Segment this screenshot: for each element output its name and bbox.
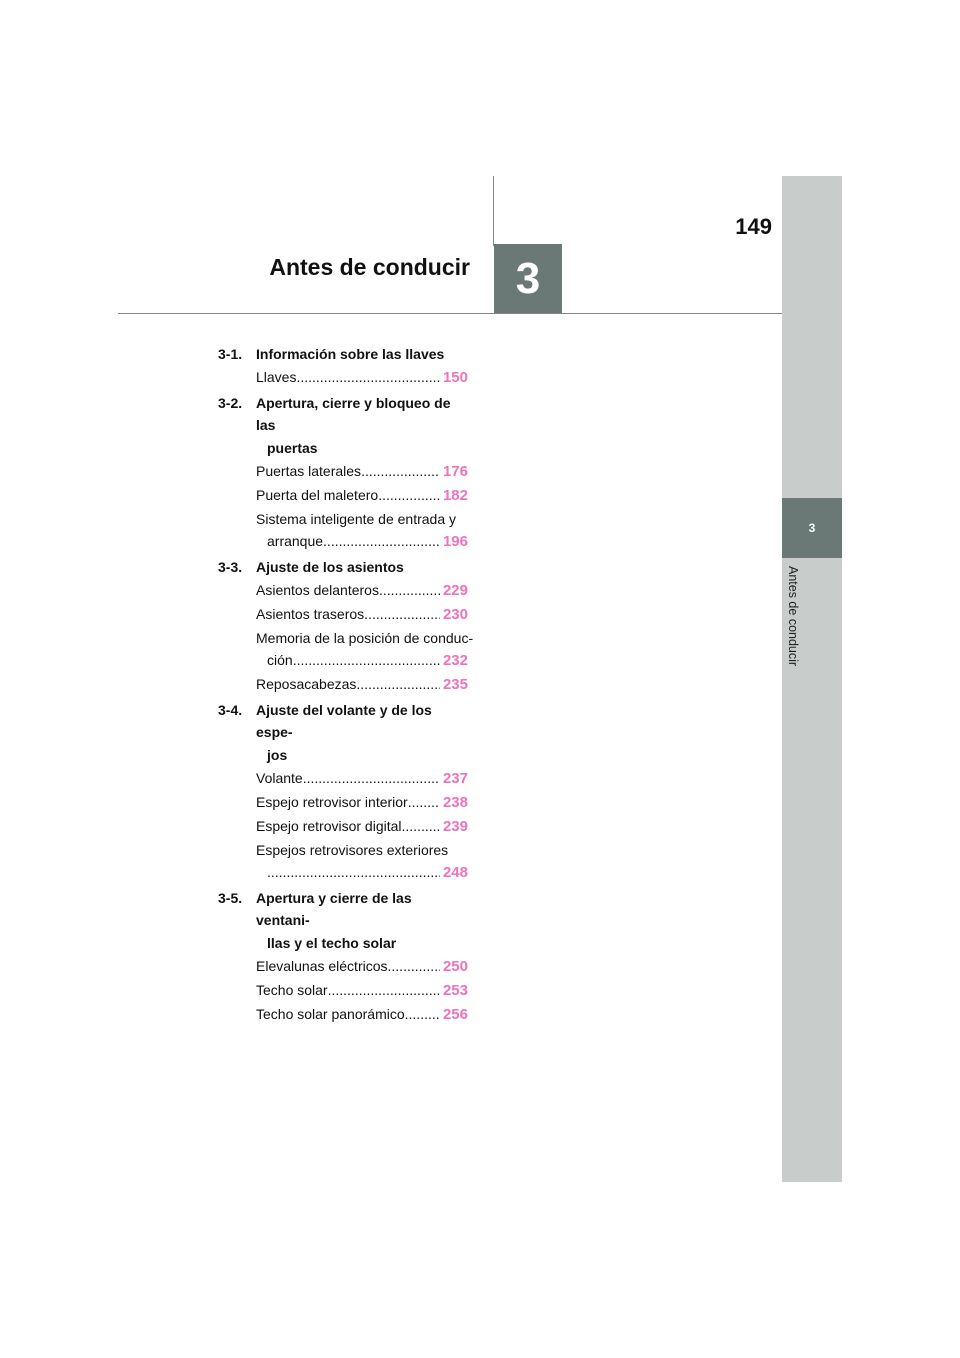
section-title-line: Apertura y cierre de las ventani- [256,890,412,928]
section-title [256,556,468,578]
dot-leader [303,767,440,789]
toc-entry[interactable] [218,791,468,814]
side-tab-label: Antes de conducir [786,566,800,667]
section-heading [218,392,468,459]
entry-label: Elevalunas eléctricos [256,958,388,974]
side-tab-number: 3 [808,521,816,535]
section-number: 3-1. [218,346,243,362]
page-reference-link[interactable]: 229 [442,582,468,599]
section-number: 3-4. [218,702,243,718]
entry-row [256,366,468,389]
entry-row [256,530,468,553]
toc-section [218,343,468,389]
page-reference-link[interactable]: 196 [442,533,468,550]
entry-label: Sistema inteligente de entrada y [256,511,457,527]
page-reference-link[interactable]: 150 [442,369,468,386]
dot-leader [296,366,440,388]
dot-leader [293,649,440,671]
entry-label: Techo solar [256,982,328,998]
entry-row [256,979,468,1002]
toc-section [218,699,468,884]
section-heading [218,343,468,365]
entry-label-continued: ción [267,652,293,668]
dot-leader [364,603,440,625]
entry-label-continued: arranque [267,533,324,549]
toc-section [218,392,468,553]
entry-row [256,861,468,884]
toc-entry[interactable] [218,767,468,790]
dot-leader [388,955,440,977]
page-reference-link[interactable]: 256 [442,1006,468,1023]
page-reference-link[interactable]: 230 [442,606,468,623]
section-title-line: Apertura, cierre y bloqueo de las [256,395,451,433]
section-number: 3-3. [218,559,243,575]
dot-leader [405,1003,440,1025]
page-reference-link[interactable]: 239 [442,818,468,835]
section-title-line: puertas [267,440,318,456]
entry-label: Espejo retrovisor interior [256,794,408,810]
dot-leader [379,579,440,601]
entry-row [256,767,468,790]
entry-label: Memoria de la posición de conduc- [256,630,474,646]
toc-entry[interactable] [218,815,468,838]
toc-entry[interactable] [218,366,468,389]
page-reference-link[interactable]: 235 [442,676,468,693]
dot-leader [378,484,440,506]
section-heading [218,556,468,578]
toc-section [218,887,468,1026]
toc-entry[interactable] [218,1003,468,1026]
dot-leader [402,815,440,837]
toc-entry[interactable] [218,955,468,978]
entry-row [256,579,468,602]
entry-label: Reposacabezas [256,676,357,692]
side-chapter-tab[interactable] [782,498,842,558]
entry-label: Llaves [256,369,297,385]
entry-row [256,955,468,978]
section-title-line: Ajuste de los asientos [256,559,404,575]
entry-row [256,460,468,483]
table-of-contents [218,343,474,1026]
toc-entry[interactable] [218,673,468,696]
header-horizontal-rule [118,313,782,314]
entry-label: Puerta del maletero [256,487,379,503]
section-number: 3-2. [218,395,243,411]
section-title-line: Ajuste del volante y de los espe- [256,702,432,740]
entry-row [256,791,468,814]
section-title [256,887,468,954]
entry-row [256,603,468,626]
entry-label: Asientos traseros [256,606,365,622]
page-reference-link[interactable]: 237 [442,770,468,787]
section-title [256,392,468,459]
entry-label: Volante [256,770,303,786]
dot-leader [408,791,440,813]
dot-leader [356,673,440,695]
chapter-number: 3 [515,253,541,303]
page-reference-link[interactable]: 176 [442,463,468,480]
header-vertical-rule [493,176,494,246]
toc-entry[interactable] [218,579,468,602]
section-title [256,699,468,766]
entry-label: Espejo retrovisor digital [256,818,402,834]
toc-entry[interactable] [218,508,468,553]
page-reference-link[interactable]: 253 [442,982,468,999]
side-tab-label-wrap [786,566,804,686]
page-reference-link[interactable]: 250 [442,958,468,975]
page-reference-link[interactable]: 238 [442,794,468,811]
dot-leader [361,460,440,482]
section-heading [218,699,468,766]
entry-row [256,1003,468,1026]
toc-entry[interactable] [218,627,474,672]
entry-row [256,484,468,507]
entry-row [256,815,468,838]
chapter-title: Antes de conducir [269,254,470,280]
dot-leader [323,530,440,552]
toc-entry[interactable] [218,979,468,1002]
entry-label: Asientos delanteros [256,582,379,598]
dot-leader [267,861,440,883]
entry-label: Techo solar panorámico [256,1006,405,1022]
entry-row [256,649,468,672]
page-reference-link[interactable]: 248 [442,864,468,881]
page-reference-link[interactable]: 232 [442,652,468,669]
entry-label: Puertas laterales [256,463,362,479]
chapter-number-box [494,244,562,313]
section-heading [218,887,468,954]
toc-entry[interactable] [218,460,468,483]
dot-leader [328,979,440,1001]
entry-row [256,673,468,696]
toc-section [218,556,474,696]
section-number: 3-5. [218,890,243,906]
section-title [256,343,468,365]
entry-label: Espejos retrovisores exteriores [256,842,449,858]
toc-entry[interactable] [218,839,468,884]
section-title-line: jos [267,747,288,763]
section-title-line: Información sobre las llaves [256,346,445,362]
page-reference-link[interactable]: 182 [442,487,468,504]
toc-entry[interactable] [218,484,468,507]
toc-entry[interactable] [218,603,468,626]
page-number: 149 [735,214,772,239]
section-title-line: llas y el techo solar [267,935,397,951]
